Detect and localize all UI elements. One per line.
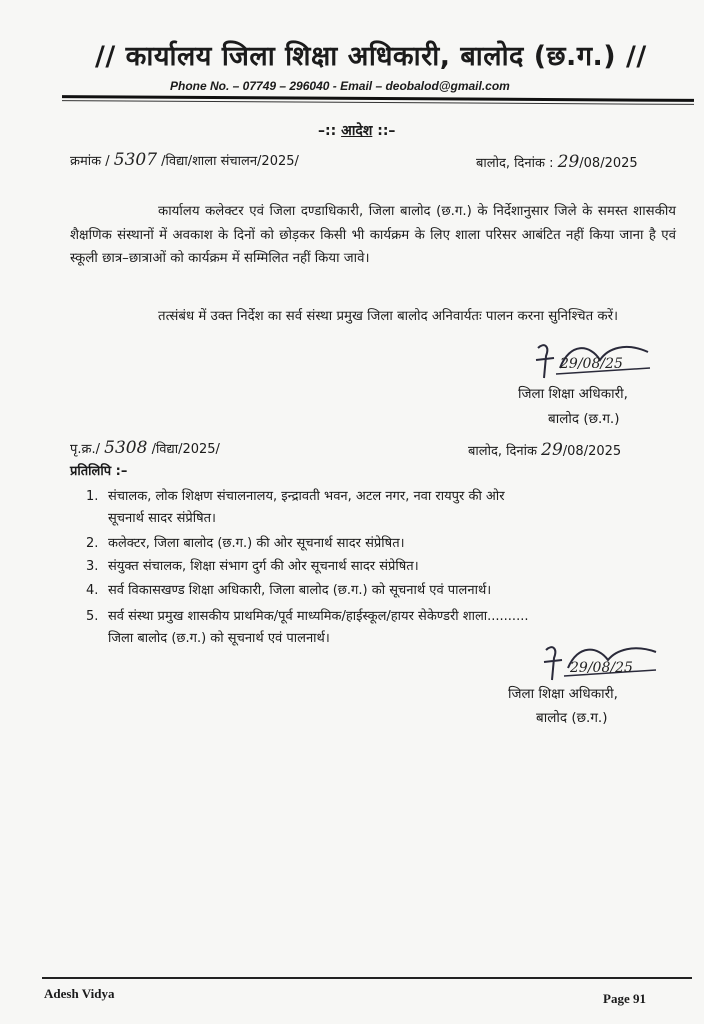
copy-item: [86, 486, 505, 530]
page-number: Page 91: [603, 991, 646, 1006]
order-title-text: आदेश: [341, 123, 373, 139]
copy-item: [86, 580, 491, 602]
order-date-prefix: बालोद, दिनांक :: [476, 156, 554, 171]
copy-ref-prefix: पृ.क्र./: [70, 442, 101, 457]
order-ref-suffix: /विद्या/शाला संचालन/2025/: [161, 154, 299, 169]
copy-date-prefix: बालोद, दिनांक: [468, 444, 537, 459]
copy-reference: [70, 438, 220, 458]
letterhead-contact: Phone No. – 07749 – 296040 - Email – deobalod@gmail.com: [170, 79, 510, 93]
letterhead-title: // कार्यालय जिला शिक्षा अधिकारी, बालोद (छ.ग.) //: [95, 41, 647, 72]
order-title-suffix: ::–: [372, 123, 396, 139]
signature-order-date: 29/08/25: [560, 356, 623, 372]
signatory-place-2: बालोद (छ.ग.): [536, 710, 608, 726]
signature-copy-date: 29/08/25: [570, 660, 633, 676]
copy-item-text: संचालक, लोक शिक्षण संचालनालय, इन्द्रावती भवन, अटल नगर, नवा रायपुर की ओर: [108, 489, 505, 504]
copy-item-text: संयुक्त संचालक, शिक्षा संभाग दुर्ग की ओर सूचनार्थ सादर संप्रेषित।: [108, 559, 419, 574]
copy-date-day: 29: [541, 440, 563, 460]
copy-item: [86, 556, 419, 578]
order-date-day: 29: [557, 152, 580, 172]
copy-item-number: 2.: [86, 536, 99, 551]
copy-ref-suffix: /विद्या/2025/: [151, 442, 220, 457]
order-date-suffix: /08/2025: [579, 156, 638, 171]
copy-item-number: 1.: [86, 489, 99, 504]
copy-date: [468, 440, 621, 460]
copy-item-text: सर्व संस्था प्रमुख शासकीय प्राथमिक/पूर्व माध्यमिक/हाईस्कूल/हायर सेकेण्डरी शाला..........: [108, 609, 529, 624]
copy-item-text-cont: सूचनार्थ सादर संप्रेषित।: [108, 511, 216, 526]
order-title-prefix: –::: [318, 123, 342, 139]
copy-item-text: कलेक्टर, जिला बालोद (छ.ग.) की ओर सूचनार्थ सादर संप्रेषित।: [108, 536, 405, 551]
copy-item-number: 5.: [86, 609, 99, 624]
order-title: [318, 121, 395, 140]
copy-heading: प्रतिलिपि :–: [70, 464, 128, 479]
order-ref-number: 5307: [113, 150, 158, 170]
copy-item-number: 4.: [86, 583, 99, 598]
copy-item: [86, 533, 405, 555]
signatory-place-1: बालोद (छ.ग.): [548, 411, 620, 427]
order-reference: [70, 150, 299, 170]
signature-order: [530, 338, 660, 388]
order-paragraph-1: कार्यालय कलेक्टर एवं जिला दण्डाधिकारी, जिला बालोद (छ.ग.) के निर्देशानुसार जिले के समस्त शासकीय शैक्षणिक संस्थानों में अवकाश के दिनों को छोड़कर किसी भी कार्यक्रम के लिए शाला परिसर आबंटित नहीं किया जाना है एवं स्कूली छात्र–छात्राओं को कार्यक्रम में सम्मिलित नहीं किया जावे।: [70, 204, 676, 266]
order-ref-prefix: क्रमांक /: [70, 154, 110, 169]
signature-copy: [538, 640, 668, 690]
copy-item: [86, 606, 528, 650]
copy-date-suffix: /08/2025: [562, 444, 622, 459]
copy-ref-number: 5308: [104, 438, 148, 458]
copy-item-text: सर्व विकासखण्ड शिक्षा अधिकारी, जिला बालोद (छ.ग.) को सूचनार्थ एवं पालनार्थ।: [108, 583, 492, 598]
copy-item-number: 3.: [86, 559, 99, 574]
order-date: [476, 152, 638, 172]
signatory-title-2: जिला शिक्षा अधिकारी,: [508, 686, 618, 702]
footer-left-text: Adesh Vidya: [44, 986, 115, 1001]
order-paragraph-2: तत्संबंध में उक्त निर्देश का सर्व संस्था प्रमुख जिला बालोद अनिवार्यतः पालन करना सुनिश्चित करें।: [158, 309, 619, 324]
copy-item-text-cont: जिला बालोद (छ.ग.) को सूचनार्थ एवं पालनार्थ।: [108, 631, 330, 646]
footer-rule: [42, 977, 692, 979]
signatory-title-1: जिला शिक्षा अधिकारी,: [518, 386, 628, 402]
